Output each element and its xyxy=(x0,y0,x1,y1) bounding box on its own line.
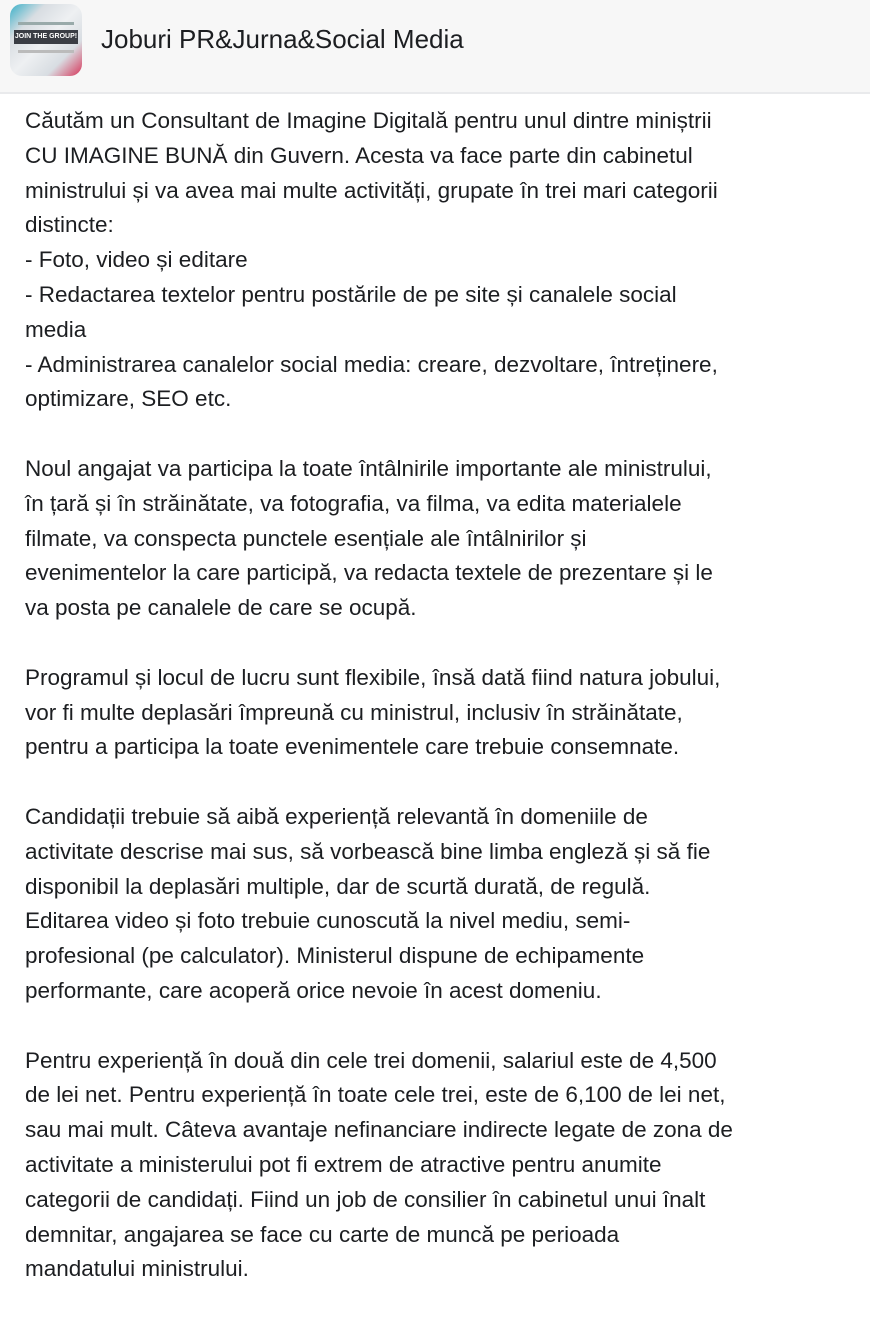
post-text-line: Pentru experiență în două din cele trei domenii, salariul este de 4,500 xyxy=(25,1047,717,1073)
post-text-line: Căutăm un Consultant de Imagine Digitală pentru unul dintre miniștrii xyxy=(25,108,712,133)
post-text-line: va posta pe canalele de care se ocupă. xyxy=(25,595,417,621)
post-text-line: Noul angajat va participa la toate întâlnirile importante ale ministrului, xyxy=(25,455,712,481)
group-avatar[interactable] xyxy=(10,4,82,76)
post-text-line: - Foto, video și editare xyxy=(25,247,248,273)
post-text-line: în țară și în străinătate, va fotografia, va filma, va edita materialele xyxy=(25,490,682,516)
post-text-line: mandatului ministrului. xyxy=(25,1256,249,1282)
post-text-line: - Redactarea textelor pentru postările de pe site și canalele social xyxy=(25,281,677,307)
post-header xyxy=(0,0,870,94)
post-text-line: CU IMAGINE BUNĂ din Guvern. Acesta va face parte din cabinetul xyxy=(25,142,693,168)
avatar-label: JOIN THE GROUP! xyxy=(14,30,78,44)
post-text-line: ministrului și va avea mai multe activități, grupate în trei mari categorii xyxy=(25,177,718,203)
post-text-line: Programul și locul de lucru sunt flexibile, însă dată fiind natura jobului, xyxy=(25,664,721,690)
post-paragraph xyxy=(25,452,870,626)
post-text-line: Editarea video și foto trebuie cunoscută la nivel mediu, semi- xyxy=(25,908,631,934)
post-text-line: evenimentelor la care participă, va redacta textele de prezentare și le xyxy=(25,560,713,586)
post-text-line: activitate descrise mai sus, să vorbească bine limba engleză și să fie xyxy=(25,838,711,864)
post-text-line: media xyxy=(25,316,87,342)
post-paragraph xyxy=(25,800,870,1009)
post-text-line: demnitar, angajarea se face cu carte de muncă pe perioada xyxy=(25,1221,620,1247)
post-paragraph xyxy=(25,1044,870,1288)
avatar-decoration xyxy=(18,22,74,25)
post-text-line: - Administrarea canalelor social media: creare, dezvoltare, întreținere, xyxy=(25,351,718,377)
post-text-line: profesional (pe calculator). Ministerul dispune de echipamente xyxy=(25,943,645,969)
post-text-line: distincte: xyxy=(25,212,114,238)
post-text-line: optimizare, SEO etc. xyxy=(25,386,232,412)
post-text-line: filmate, va conspecta punctele esențiale ale întâlnirilor și xyxy=(25,525,587,551)
post-paragraph xyxy=(25,104,870,417)
post-text-line: sau mai mult. Câteva avantaje nefinanciare indirecte legate de zona de xyxy=(25,1117,733,1143)
post-text-line: pentru a participa la toate evenimentele care trebuie consemnate. xyxy=(25,734,680,760)
post-paragraph xyxy=(25,661,870,765)
post-text-line: Candidații trebuie să aibă experiență relevantă în domeniile de xyxy=(25,803,648,829)
post-text-line: de lei net. Pentru experiență în toate cele trei, este de 6,100 de lei net, xyxy=(25,1082,726,1108)
post-text-line: performante, care acoperă orice nevoie în acest domeniu. xyxy=(25,977,602,1003)
post-body xyxy=(0,104,870,1287)
avatar-decoration xyxy=(18,50,74,53)
post-text-line: categorii de candidați. Fiind un job de consilier în cabinetul unui înalt xyxy=(25,1186,706,1212)
group-name-link[interactable]: Joburi PR&Jurna&Social Media xyxy=(101,24,464,54)
post-text-line: activitate a ministerului pot fi extrem de atractive pentru anumite xyxy=(25,1151,662,1177)
post-text-line: vor fi multe deplasări împreună cu ministrul, inclusiv în străinătate, xyxy=(25,699,683,725)
post-text-line: disponibil la deplasări multiple, dar de scurtă durată, de regulă. xyxy=(25,873,651,899)
